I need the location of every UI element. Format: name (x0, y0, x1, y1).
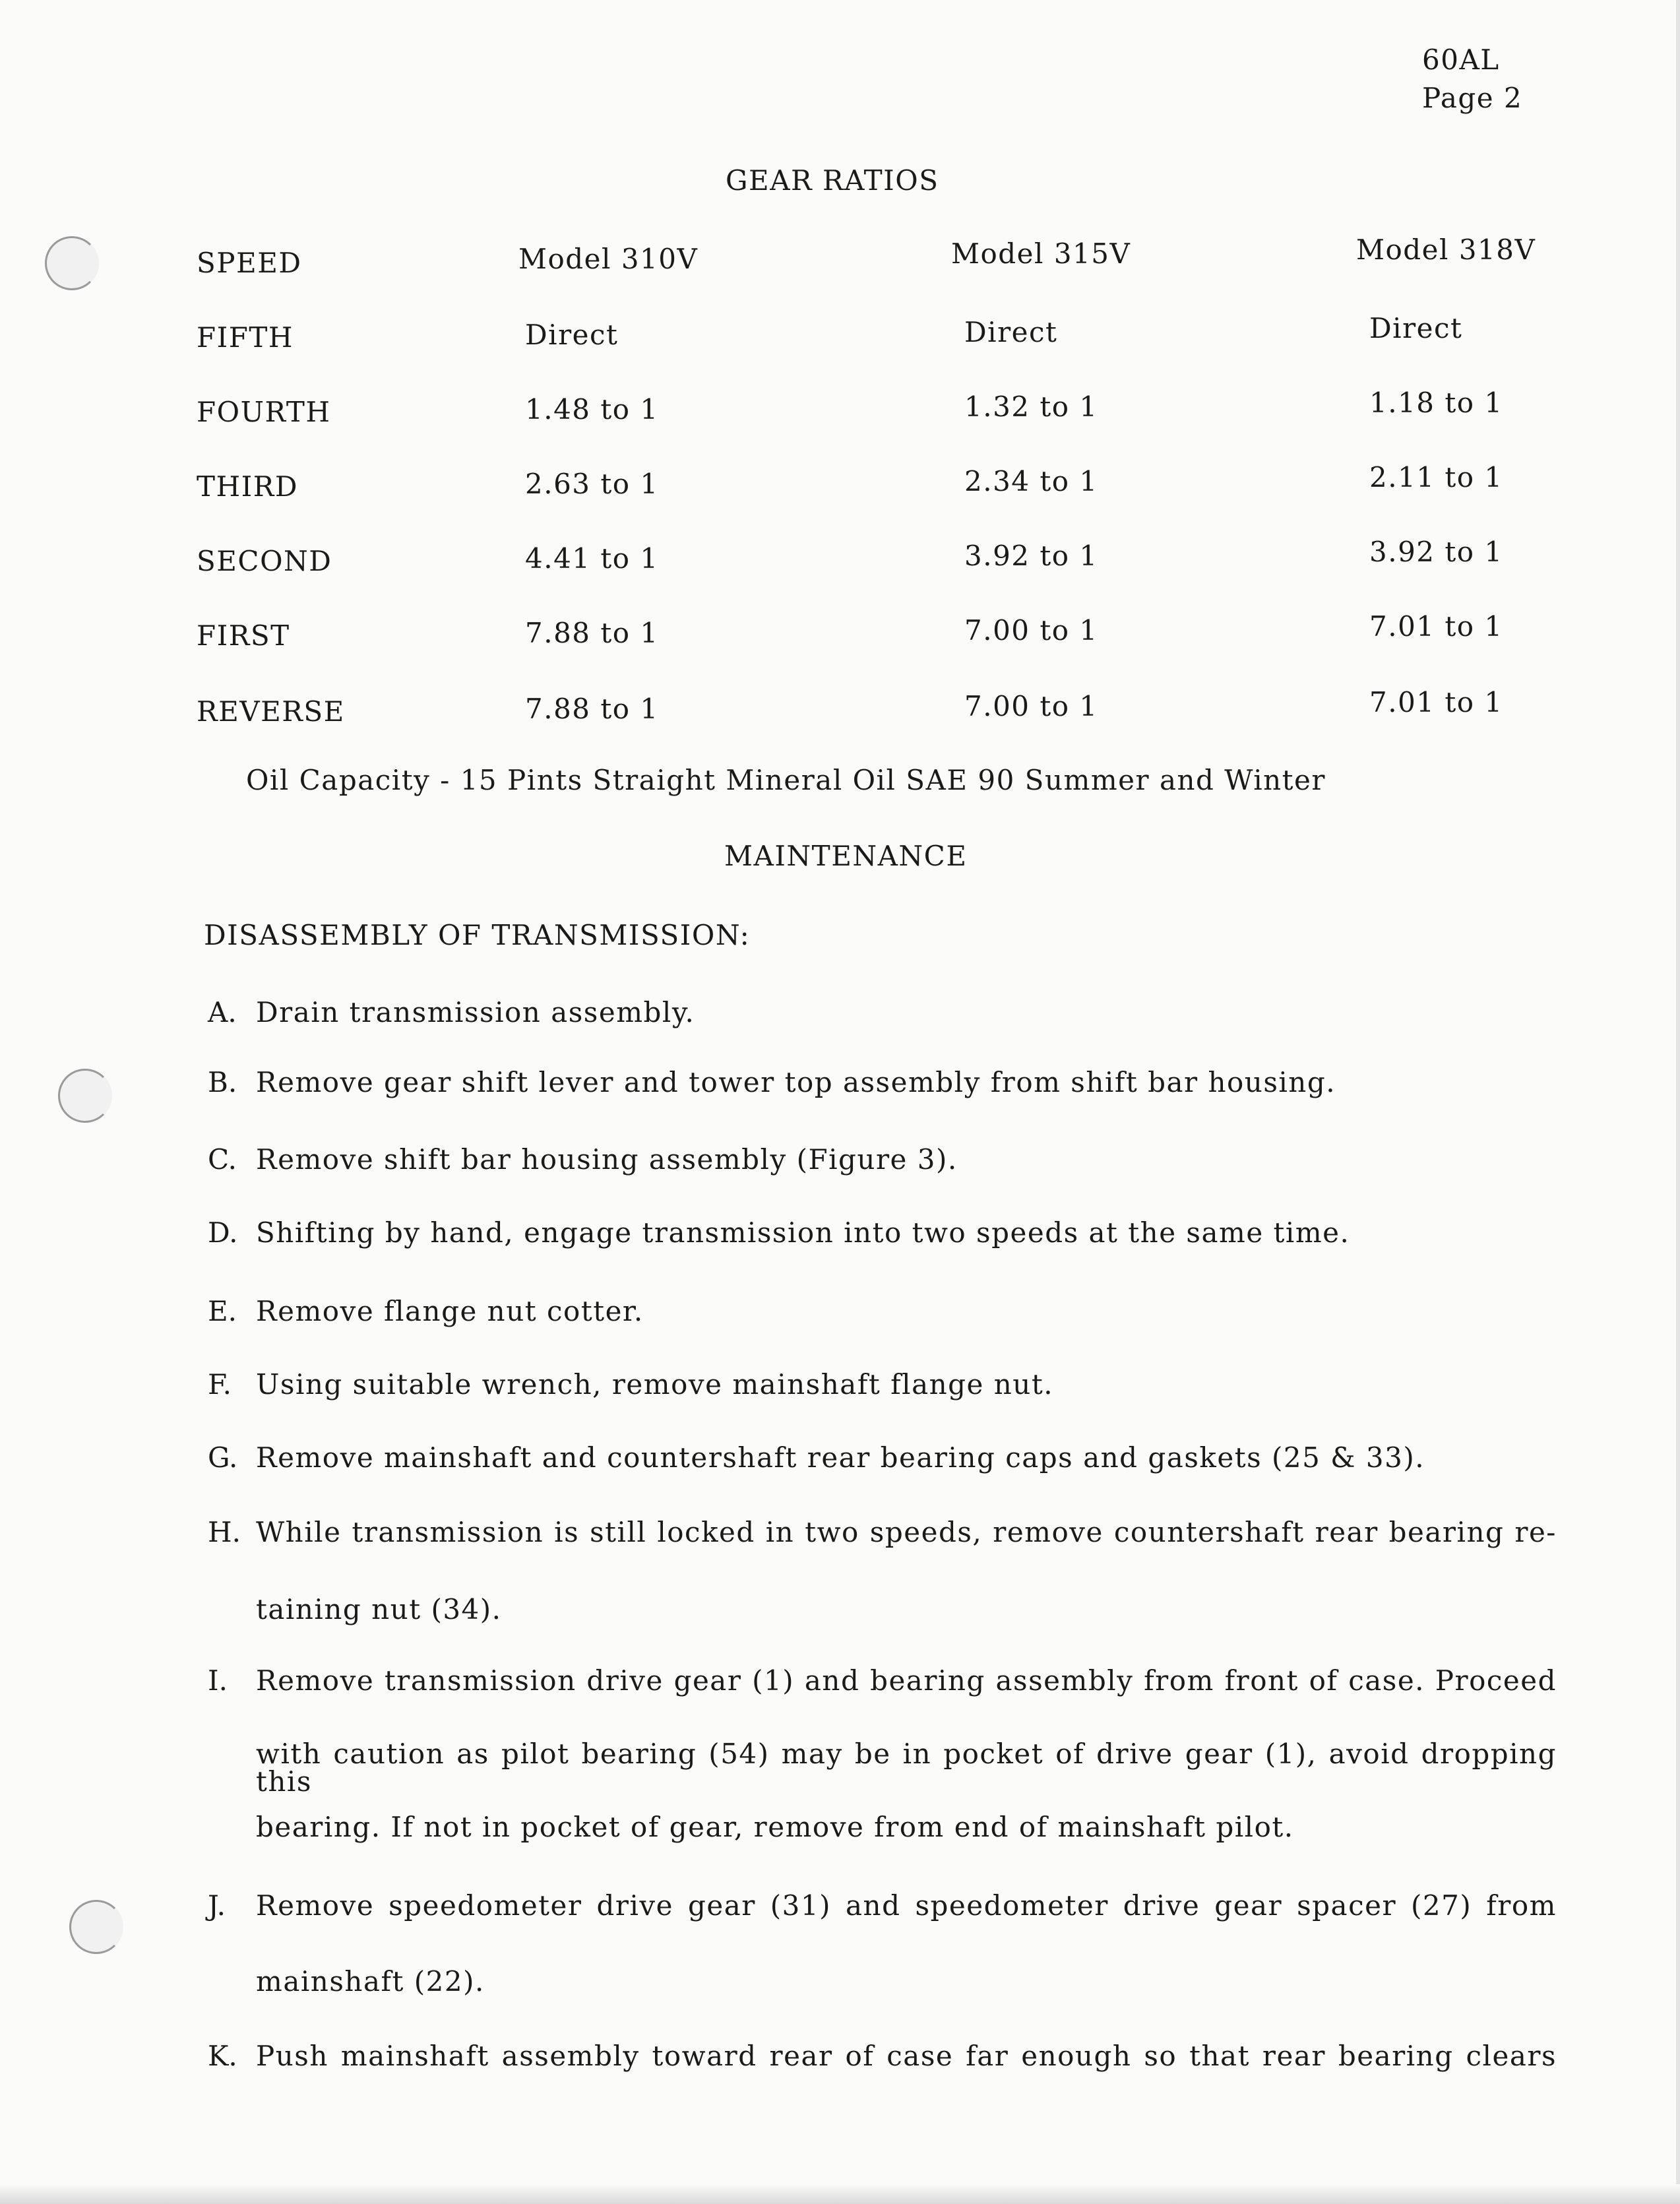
step-label: C. (208, 1143, 237, 1176)
ratio-cell: Direct (964, 316, 1058, 348)
column-header-model-315v: Model 315V (951, 237, 1131, 270)
page-number: Page 2 (1422, 82, 1523, 114)
speed-label: REVERSE (197, 695, 345, 728)
column-header-speed: SPEED (197, 247, 302, 279)
step-label: H. (208, 1516, 241, 1548)
oil-capacity-note: Oil Capacity - 15 Pints Straight Mineral Oil SAE 90 Summer and Winter (246, 764, 1326, 796)
step-label: I. (208, 1664, 228, 1697)
step-text-line: Remove shift bar housing assembly (Figure 3). (256, 1143, 958, 1176)
ratio-cell: 3.92 to 1 (964, 540, 1098, 572)
ratio-cell: 1.48 to 1 (525, 393, 659, 425)
ratio-cell: 7.01 to 1 (1369, 610, 1503, 643)
speed-label: FIRST (197, 619, 290, 652)
step-text-line: Remove transmission drive gear (1) and bearing assembly from front of case. Proceed (256, 1664, 1557, 1697)
speed-label: FOURTH (197, 396, 331, 428)
gear-ratios-title: GEAR RATIOS (726, 164, 939, 197)
ratio-cell: 3.92 to 1 (1369, 536, 1503, 568)
ratio-cell: Direct (1369, 312, 1463, 344)
ratio-cell: Direct (525, 319, 619, 351)
disassembly-subtitle: DISASSEMBLY OF TRANSMISSION: (204, 919, 751, 951)
step-label: J. (208, 1889, 226, 1922)
step-text-line: Remove gear shift lever and tower top assembly from shift bar housing. (256, 1066, 1336, 1098)
step-text-line: Remove mainshaft and countershaft rear bearing caps and gaskets (25 & 33). (256, 1441, 1425, 1474)
step-label: G. (208, 1441, 238, 1474)
ratio-cell: 2.63 to 1 (525, 468, 659, 500)
step-text-line: mainshaft (22). (256, 1965, 485, 1998)
ratio-cell: 7.01 to 1 (1369, 686, 1503, 718)
step-label: E. (208, 1295, 237, 1327)
step-text-line: Shifting by hand, engage transmission into two speeds at the same time. (256, 1216, 1350, 1249)
step-text-line: Remove flange nut cotter. (256, 1295, 644, 1327)
ratio-cell: 7.00 to 1 (964, 614, 1098, 646)
ratio-cell: 4.41 to 1 (525, 542, 659, 575)
ratio-cell: 7.00 to 1 (964, 690, 1098, 722)
document-id: 60AL (1422, 44, 1500, 76)
step-text-line: Push mainshaft assembly toward rear of case far enough so that rear bearing clears (256, 2040, 1557, 2072)
step-text-line: While transmission is still locked in two speeds, remove countershaft rear bearing re- (256, 1516, 1557, 1548)
step-text-line: taining nut (34). (256, 1593, 502, 1625)
page-edge (1676, 0, 1680, 2204)
punch-hole-middle (58, 1069, 112, 1123)
speed-label: THIRD (197, 470, 299, 503)
ratio-cell: 1.32 to 1 (964, 391, 1098, 423)
maintenance-title: MAINTENANCE (724, 840, 968, 872)
page-bottom-shadow (0, 2184, 1680, 2204)
step-text-line: Drain transmission assembly. (256, 996, 695, 1028)
ratio-cell: 1.18 to 1 (1369, 387, 1503, 419)
column-header-model-318v: Model 318V (1356, 234, 1536, 266)
step-text-line: with caution as pilot bearing (54) may be in pocket of drive gear (1), avoid dropping this (256, 1738, 1557, 1798)
step-label: B. (208, 1066, 237, 1098)
ratio-cell: 2.34 to 1 (964, 465, 1098, 497)
column-header-model-310v: Model 310V (518, 243, 699, 275)
step-text-line: Using suitable wrench, remove mainshaft flange nut. (256, 1368, 1054, 1401)
step-text-line: bearing. If not in pocket of gear, remove from end of mainshaft pilot. (256, 1811, 1294, 1843)
ratio-cell: 7.88 to 1 (525, 617, 659, 649)
step-label: K. (208, 2040, 237, 2072)
step-label: F. (208, 1368, 232, 1401)
step-label: D. (208, 1216, 238, 1249)
step-label: A. (208, 996, 237, 1028)
ratio-cell: 7.88 to 1 (525, 693, 659, 725)
speed-label: FIFTH (197, 321, 294, 354)
punch-hole-top (45, 236, 99, 290)
speed-label: SECOND (197, 545, 332, 577)
step-text-line: Remove speedometer drive gear (31) and speedometer drive gear spacer (27) from (256, 1889, 1557, 1922)
ratio-cell: 2.11 to 1 (1369, 461, 1503, 493)
punch-hole-bottom (69, 1900, 123, 1954)
